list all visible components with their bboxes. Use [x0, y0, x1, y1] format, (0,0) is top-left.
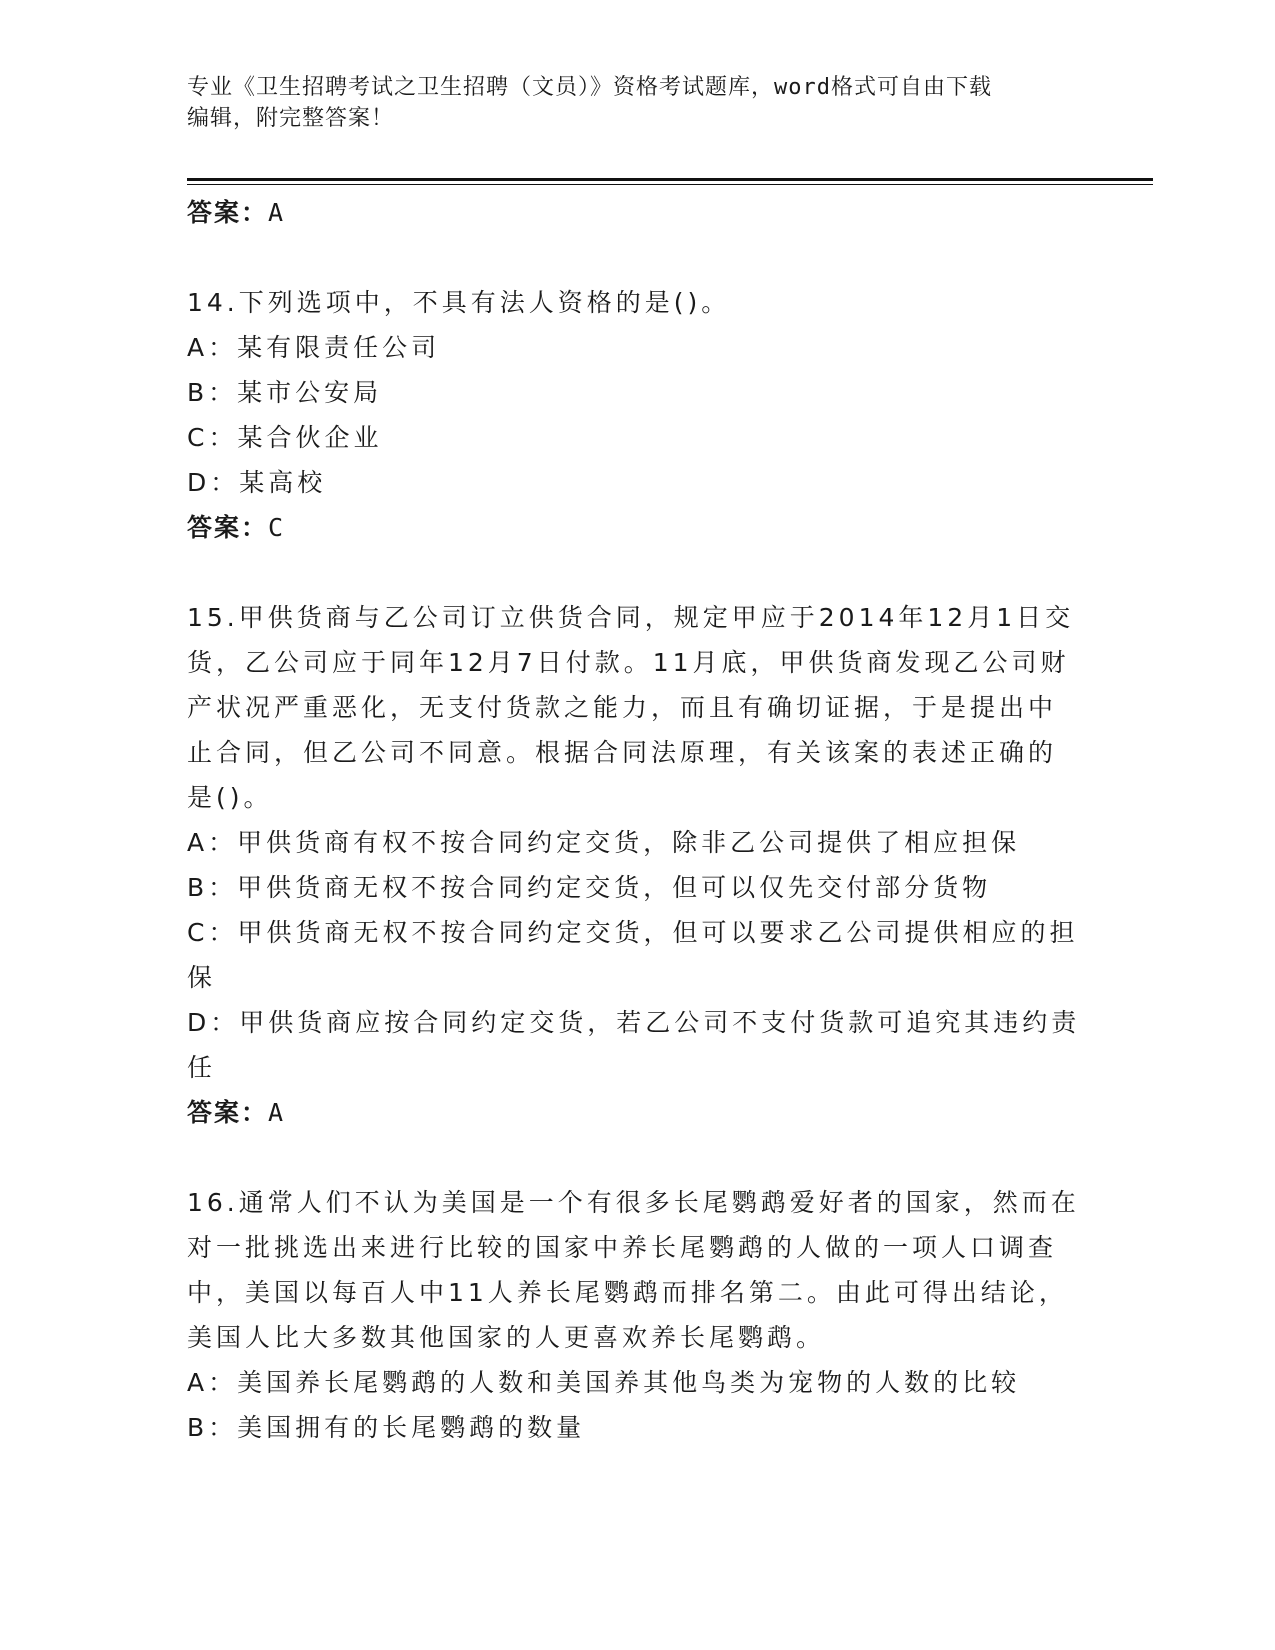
option-line: A：甲供货商有权不按合同约定交货，除非乙公司提供了相应担保: [187, 828, 1021, 857]
question-content: [187, 190, 1087, 1450]
option-line: A：某有限责任公司: [187, 333, 441, 362]
option-line: B：甲供货商无权不按合同约定交货，但可以仅先交付部分货物: [187, 873, 992, 902]
spacer: [187, 550, 1087, 595]
question-text-line: 14.下列选项中，不具有法人资格的是()。: [187, 288, 731, 317]
question-text-line: 美国人比大多数其他国家的人更喜欢养长尾鹦鹉。: [187, 1323, 826, 1352]
header-rule-thick: [187, 178, 1153, 181]
question-text-line: 对一批挑选出来进行比较的国家中养长尾鹦鹉的人做的一项人口调查: [187, 1233, 1058, 1262]
question-block: [187, 1180, 1087, 1450]
question-text-line: 止合同，但乙公司不同意。根据合同法原理，有关该案的表述正确的: [187, 738, 1058, 767]
answer-line: 答案：C: [187, 513, 286, 542]
question-text-line: 16.通常人们不认为美国是一个有很多长尾鹦鹉爱好者的国家，然而在: [187, 1188, 1080, 1217]
spacer: [187, 235, 1087, 280]
question-text-line: 产状况严重恶化，无支付货款之能力，而且有确切证据，于是提出中: [187, 693, 1058, 722]
answer-line: 答案：A: [187, 198, 286, 227]
answer-line: 答案：A: [187, 1098, 286, 1127]
option-line: C：甲供货商无权不按合同约定交货，但可以要求乙公司提供相应的担: [187, 918, 1079, 947]
option-line: C：某合伙企业: [187, 423, 383, 452]
option-line-continued: 任: [187, 1053, 217, 1082]
document-header: 专业《卫生招聘考试之卫生招聘（文员）》资格考试题库，word格式可自由下载 编辑，附完整答案！: [187, 75, 992, 131]
answer-value: A: [268, 1098, 286, 1127]
answer-value: C: [268, 513, 286, 542]
answer-value: A: [268, 198, 286, 227]
option-line: B：美国拥有的长尾鹦鹉的数量: [187, 1413, 586, 1442]
question-text-line: 中，美国以每百人中11人养长尾鹦鹉而排名第二。由此可得出结论，: [187, 1278, 1068, 1307]
option-line: A：美国养长尾鹦鹉的人数和美国养其他鸟类为宠物的人数的比较: [187, 1368, 1021, 1397]
question-text-line: 是()。: [187, 783, 273, 812]
option-line: D：某高校: [187, 468, 327, 497]
header-rule-thin: [187, 184, 1153, 185]
option-line: B：某市公安局: [187, 378, 383, 407]
question-text-line: 15.甲供货商与乙公司订立供货合同，规定甲应于2014年12月1日交: [187, 603, 1075, 632]
option-line: D：甲供货商应按合同约定交货，若乙公司不支付货款可追究其违约责: [187, 1008, 1081, 1037]
spacer: [187, 1135, 1087, 1180]
option-line-continued: 保: [187, 963, 217, 992]
question-text-line: 货，乙公司应于同年12月7日付款。11月底，甲供货商发现乙公司财: [187, 648, 1070, 677]
question-block: [187, 280, 1087, 550]
question-block: [187, 595, 1087, 1135]
